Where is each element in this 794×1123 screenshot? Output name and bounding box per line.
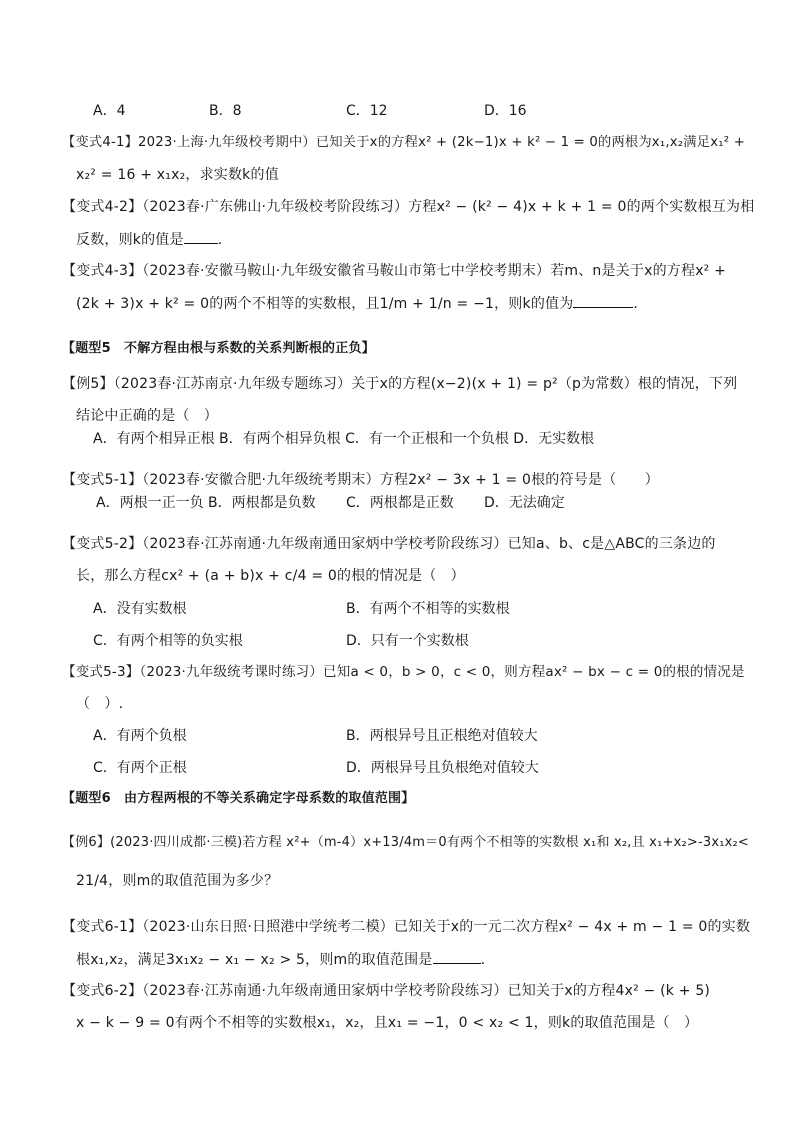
- variant-5-3-line-1: 【变式5-3】（2023·九年级统考课时练习）已知a < 0，b > 0，c < 0，则方程ax² − bx − c = 0的根的情况是: [62, 664, 745, 680]
- variant-5-3-line-2: （ ）.: [76, 696, 124, 712]
- variant-6-1-text: 根x₁,x₂，满足3x₁x₂ − x₁ − x₂ > 5，则m的取值范围是: [76, 952, 433, 968]
- variant-4-1-line-2: x₂² = 16 + x₁x₂，求实数k的值: [76, 167, 279, 183]
- option-c: C．有两个正根: [93, 760, 187, 776]
- option-a-b: A．两根一正一负 B．两根都是负数: [96, 495, 316, 511]
- example-5-options: A．有两个相异正根 B．有两个相异负根 C．有一个正根和一个负根 D．无实数根: [93, 431, 595, 447]
- option-d: D．只有一个实数根: [346, 633, 469, 649]
- variant-4-1-line-1: 【变式4-1】2023·上海·九年级校考期中）已知关于x的方程x² + (2k−1)x + k² − 1 = 0的两根为x₁,x₂满足x₁² +: [62, 135, 745, 150]
- variant-5-1-line-1: 【变式5-1】（2023春·安徽合肥·九年级统考期末）方程2x² − 3x + 1 = 0根的符号是（ ）: [62, 472, 659, 488]
- option-a: A．4: [93, 103, 126, 119]
- variant-6-2-line-1: 【变式6-2】（2023春·江苏南通·九年级南通田家炳中学校考阶段练习）已知关于x的方程4x² − (k + 5): [62, 983, 711, 999]
- answer-blank[interactable]: [573, 293, 633, 308]
- variant-4-2-line-1: 【变式4-2】（2023春·广东佛山·九年级校考阶段练习）方程x² − (k² − 4)x + k + 1 = 0的两个实数根互为相: [62, 199, 755, 215]
- variant-4-3-text: (2k + 3)x + k² = 0的两个不相等的实数根，且1/m + 1/n = −1，则k的值为: [76, 296, 574, 312]
- section-heading-6: 【题型6 由方程两根的不等关系确定字母系数的取值范围】: [62, 791, 415, 806]
- option-a: A．有两个负根: [93, 728, 187, 744]
- example-6-line-2: 21/4，则m的取值范围为多少？: [76, 873, 279, 889]
- example-5-line-1: 【例5】（2023春·江苏南京·九年级专题练习）关于x的方程(x−2)(x + 1) = p²（p为常数）根的情况，下列: [62, 376, 738, 392]
- example-6-line-1: 【例6】(2023·四川成都·三模)若方程 x²+（m-4）x+13/4m＝0有两个不相等的实数根 x₁和 x₂,且 x₁+x₂>-3x₁x₂<: [62, 835, 750, 850]
- option-d: D．16: [484, 103, 527, 119]
- example-5-line-2: 结论中正确的是（ ）: [76, 408, 218, 424]
- variant-4-2-text: 反数，则k的值是: [76, 232, 184, 248]
- option-b: B．有两个不相等的实数根: [346, 601, 510, 617]
- variant-4-2-line-2: 反数，则k的值是 .: [76, 229, 222, 250]
- answer-blank[interactable]: [184, 229, 218, 244]
- variant-6-1-line-1: 【变式6-1】（2023·山东日照·日照港中学统考二模）已知关于x的一元二次方程x² − 4x + m − 1 = 0的实数: [62, 919, 751, 935]
- variant-4-3-line-2: (2k + 3)x + k² = 0的两个不相等的实数根，且1/m + 1/n = −1，则k的值为 .: [76, 293, 638, 314]
- option-c: C．两根都是正数: [346, 495, 454, 511]
- option-c: C．12: [346, 103, 388, 119]
- option-b: B．8: [209, 103, 242, 119]
- variant-6-1-line-2: 根x₁,x₂，满足3x₁x₂ − x₁ − x₂ > 5，则m的取值范围是 .: [76, 949, 485, 970]
- option-c: C．有两个相等的负实根: [93, 633, 243, 649]
- variant-5-2-line-2: 长，那么方程cx² + (a + b)x + c/4 = 0的根的情况是（ ）: [76, 568, 465, 584]
- variant-5-2-line-1: 【变式5-2】（2023春·江苏南通·九年级南通田家炳中学校考阶段练习）已知a、b、c是△ABC的三条边的: [62, 536, 716, 552]
- option-d: D．两根异号且负根绝对值较大: [346, 760, 539, 776]
- option-d: D．无法确定: [484, 495, 565, 511]
- variant-6-2-line-2: x − k − 9 = 0有两个不相等的实数根x₁，x₂，且x₁ = −1，0 < x₂ < 1，则k的取值范围是（ ）: [76, 1015, 699, 1031]
- option-b: B．两根异号且正根绝对值较大: [346, 728, 538, 744]
- option-a: A．没有实数根: [93, 601, 187, 617]
- section-heading-5: 【题型5 不解方程由根与系数的关系判断根的正负】: [62, 341, 375, 356]
- answer-blank[interactable]: [433, 949, 481, 964]
- variant-4-3-line-1: 【变式4-3】（2023春·安徽马鞍山·九年级安徽省马鞍山市第七中学校考期末）若m、n是关于x的方程x² +: [62, 263, 727, 279]
